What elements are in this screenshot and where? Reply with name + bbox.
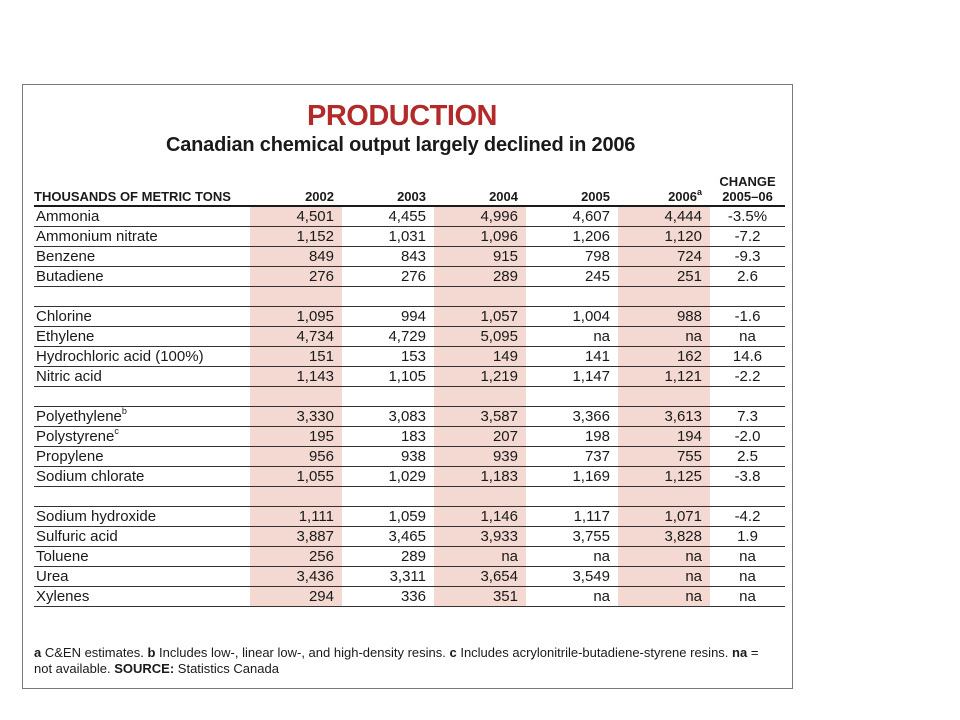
value-cell-2003: 994 (342, 307, 434, 327)
value-cell-2002: 294 (250, 587, 342, 607)
column-header-change (710, 174, 785, 206)
change-cell: -3.8 (710, 467, 785, 487)
chemical-name: Toluene (36, 548, 89, 565)
chemical-name-cell (34, 587, 250, 607)
value-cell-2003: 289 (342, 547, 434, 567)
value-cell-2004: 3,654 (434, 567, 526, 587)
chemical-name: Nitric acid (36, 368, 102, 385)
footnote-mark: b (121, 406, 127, 416)
value-cell-2005: 1,004 (526, 307, 618, 327)
value-cell-2004: 3,587 (434, 407, 526, 427)
value-cell-2005: na (526, 327, 618, 347)
value-cell-2004: 915 (434, 247, 526, 267)
spacer-cell (434, 287, 526, 307)
change-cell: na (710, 567, 785, 587)
value-cell-2003: 276 (342, 267, 434, 287)
table-row (34, 327, 785, 347)
value-cell-2002: 1,143 (250, 367, 342, 387)
chemical-name: Butadiene (36, 268, 104, 285)
spacer-cell (34, 487, 250, 507)
value-cell-2003: 843 (342, 247, 434, 267)
value-cell-2006: na (618, 547, 710, 567)
value-cell-2006: 988 (618, 307, 710, 327)
table-body (34, 206, 785, 607)
footnote-key: b (147, 645, 156, 660)
value-cell-2003: 4,455 (342, 206, 434, 227)
chemical-name: Ethylene (36, 328, 95, 345)
chemical-name: Sodium chlorate (36, 468, 145, 485)
change-cell: 7.3 (710, 407, 785, 427)
value-cell-2004: 1,146 (434, 507, 526, 527)
change-cell: -4.2 (710, 507, 785, 527)
chemical-name-cell (34, 547, 250, 567)
value-cell-2003: 938 (342, 447, 434, 467)
value-cell-2006: 251 (618, 267, 710, 287)
value-cell-2003: 4,729 (342, 327, 434, 347)
value-cell-2002: 1,055 (250, 467, 342, 487)
value-cell-2004: 207 (434, 427, 526, 447)
spacer-cell (434, 487, 526, 507)
value-cell-2004: 939 (434, 447, 526, 467)
change-cell: na (710, 327, 785, 347)
change-cell: 2.5 (710, 447, 785, 467)
value-cell-2006: na (618, 587, 710, 607)
chemical-name: Polystyrene (36, 428, 115, 445)
change-cell: -1.6 (710, 307, 785, 327)
value-cell-2005: na (526, 547, 618, 567)
value-cell-2004: 4,996 (434, 206, 526, 227)
value-cell-2005: 245 (526, 267, 618, 287)
spacer-cell (342, 487, 434, 507)
chemical-name: Hydrochloric acid (100%) (36, 348, 204, 365)
value-cell-2003: 183 (342, 427, 434, 447)
spacer-cell (250, 287, 342, 307)
value-cell-2002: 1,095 (250, 307, 342, 327)
value-cell-2003: 1,105 (342, 367, 434, 387)
table-row (34, 507, 785, 527)
spacer-cell (434, 387, 526, 407)
spacer-cell (250, 387, 342, 407)
value-cell-2005: 1,206 (526, 227, 618, 247)
spacer-cell (342, 387, 434, 407)
value-cell-2002: 3,436 (250, 567, 342, 587)
value-cell-2002: 3,887 (250, 527, 342, 547)
value-cell-2002: 276 (250, 267, 342, 287)
table-row (34, 567, 785, 587)
table-row (34, 347, 785, 367)
change-cell: -2.0 (710, 427, 785, 447)
value-cell-2005: 4,607 (526, 206, 618, 227)
chemical-name: Propylene (36, 448, 104, 465)
chemical-name-cell (34, 567, 250, 587)
spacer-cell (34, 287, 250, 307)
value-cell-2003: 1,029 (342, 467, 434, 487)
table-row (34, 247, 785, 267)
value-cell-2006: 724 (618, 247, 710, 267)
value-cell-2005: 3,366 (526, 407, 618, 427)
figure-subtitle: Canadian chemical output largely declined in 2006 (166, 134, 636, 156)
chemical-name: Ammonia (36, 208, 100, 225)
table-row (34, 367, 785, 387)
column-header-2006-footnote-mark: a (696, 186, 702, 197)
change-cell: -2.2 (710, 367, 785, 387)
value-cell-2005: 198 (526, 427, 618, 447)
chemical-name: Ammonium nitrate (36, 228, 158, 245)
footnote-text: Includes low-, linear low-, and high-density resins. (155, 645, 450, 660)
column-header-2002: 2002 (250, 174, 342, 206)
value-cell-2004: 5,095 (434, 327, 526, 347)
table-row (34, 407, 785, 427)
change-cell: 2.6 (710, 267, 785, 287)
footnote-mark: c (114, 426, 119, 436)
chemical-name: Polyethylene (36, 408, 122, 425)
change-cell: na (710, 587, 785, 607)
column-header-change-line2: 2005–06 (722, 189, 773, 204)
table-row (34, 307, 785, 327)
spacer-cell (710, 487, 785, 507)
value-cell-2006: 1,125 (618, 467, 710, 487)
spacer-cell (526, 287, 618, 307)
change-cell: -7.2 (710, 227, 785, 247)
chemical-name-cell (34, 206, 250, 227)
footnote-text: Statistics Canada (174, 661, 279, 676)
value-cell-2002: 256 (250, 547, 342, 567)
value-cell-2005: 737 (526, 447, 618, 467)
value-cell-2005: 141 (526, 347, 618, 367)
spacer-cell (618, 387, 710, 407)
footnote-key: a (34, 645, 42, 660)
chemical-name-cell (34, 527, 250, 547)
value-cell-2004: 149 (434, 347, 526, 367)
value-cell-2005: 798 (526, 247, 618, 267)
value-cell-2006: 194 (618, 427, 710, 447)
value-cell-2005: 3,755 (526, 527, 618, 547)
spacer-cell (342, 287, 434, 307)
table-row (34, 447, 785, 467)
chemical-name-cell (34, 267, 250, 287)
chemical-name-cell (34, 467, 250, 487)
change-cell: na (710, 547, 785, 567)
table-row (34, 227, 785, 247)
column-header-units: THOUSANDS OF METRIC TONS (34, 174, 250, 206)
value-cell-2006: 755 (618, 447, 710, 467)
value-cell-2004: 1,096 (434, 227, 526, 247)
chemical-name-cell (34, 247, 250, 267)
value-cell-2006: 1,071 (618, 507, 710, 527)
column-header-2006 (618, 174, 710, 206)
column-header-2003: 2003 (342, 174, 434, 206)
value-cell-2002: 4,734 (250, 327, 342, 347)
spacer-cell (250, 487, 342, 507)
value-cell-2006: 4,444 (618, 206, 710, 227)
value-cell-2002: 3,330 (250, 407, 342, 427)
spacer-cell (710, 287, 785, 307)
value-cell-2003: 3,083 (342, 407, 434, 427)
table-spacer-row (34, 287, 785, 307)
table-spacer-row (34, 487, 785, 507)
chemical-name-cell (34, 407, 250, 427)
spacer-cell (710, 387, 785, 407)
table-row (34, 267, 785, 287)
chemical-name-cell (34, 347, 250, 367)
change-cell: 1.9 (710, 527, 785, 547)
value-cell-2005: 1,169 (526, 467, 618, 487)
value-cell-2003: 1,059 (342, 507, 434, 527)
chemical-name: Chlorine (36, 308, 92, 325)
value-cell-2004: 351 (434, 587, 526, 607)
value-cell-2003: 1,031 (342, 227, 434, 247)
value-cell-2003: 3,465 (342, 527, 434, 547)
table-row (34, 427, 785, 447)
value-cell-2004: 289 (434, 267, 526, 287)
value-cell-2005: 1,147 (526, 367, 618, 387)
value-cell-2002: 1,152 (250, 227, 342, 247)
figure-title: PRODUCTION (307, 100, 497, 132)
value-cell-2006: 162 (618, 347, 710, 367)
footnote-key: SOURCE: (114, 661, 175, 676)
column-header-2004: 2004 (434, 174, 526, 206)
value-cell-2006: 1,121 (618, 367, 710, 387)
value-cell-2002: 956 (250, 447, 342, 467)
chemical-name: Benzene (36, 248, 96, 265)
change-cell: 14.6 (710, 347, 785, 367)
table-row (34, 467, 785, 487)
value-cell-2003: 153 (342, 347, 434, 367)
table-row (34, 587, 785, 607)
value-cell-2006: na (618, 327, 710, 347)
table-row (34, 547, 785, 567)
value-cell-2002: 1,111 (250, 507, 342, 527)
chemical-name-cell (34, 367, 250, 387)
spacer-cell (618, 487, 710, 507)
value-cell-2004: na (434, 547, 526, 567)
chemical-name-cell (34, 427, 250, 447)
value-cell-2003: 3,311 (342, 567, 434, 587)
footnote-key: c (449, 645, 457, 660)
value-cell-2006: 3,828 (618, 527, 710, 547)
chemical-name-cell (34, 447, 250, 467)
change-cell: -3.5% (710, 206, 785, 227)
value-cell-2005: na (526, 587, 618, 607)
footnote-key: na (732, 645, 748, 660)
chemical-name: Urea (36, 568, 69, 585)
chemical-name-cell (34, 507, 250, 527)
change-cell: -9.3 (710, 247, 785, 267)
spacer-cell (34, 387, 250, 407)
value-cell-2006: na (618, 567, 710, 587)
value-cell-2002: 195 (250, 427, 342, 447)
column-header-2006-label: 2006 (668, 189, 697, 204)
table-row (34, 206, 785, 227)
chemical-name: Sulfuric acid (36, 528, 118, 545)
footnote-text: = not available. (34, 645, 759, 676)
chemical-name-cell (34, 327, 250, 347)
production-table (34, 174, 785, 607)
value-cell-2004: 1,057 (434, 307, 526, 327)
chemical-name: Xylenes (36, 588, 90, 605)
table-spacer-row (34, 387, 785, 407)
value-cell-2004: 1,183 (434, 467, 526, 487)
value-cell-2005: 1,117 (526, 507, 618, 527)
chemical-name: Sodium hydroxide (36, 508, 157, 525)
spacer-cell (526, 487, 618, 507)
spacer-cell (526, 387, 618, 407)
value-cell-2006: 3,613 (618, 407, 710, 427)
chemical-name-cell (34, 227, 250, 247)
table-header-row (34, 174, 785, 206)
column-header-change-line1: CHANGE (719, 174, 776, 189)
value-cell-2004: 3,933 (434, 527, 526, 547)
footnote (34, 645, 774, 677)
value-cell-2004: 1,219 (434, 367, 526, 387)
value-cell-2006: 1,120 (618, 227, 710, 247)
column-header-2005: 2005 (526, 174, 618, 206)
value-cell-2003: 336 (342, 587, 434, 607)
value-cell-2005: 3,549 (526, 567, 618, 587)
spacer-cell (618, 287, 710, 307)
chemical-name-cell (34, 307, 250, 327)
table-row (34, 527, 785, 547)
footnote-text: Includes acrylonitrile-butadiene-styrene resins. (456, 645, 733, 660)
footnote-text: C&EN estimates. (41, 645, 148, 660)
value-cell-2002: 849 (250, 247, 342, 267)
value-cell-2002: 151 (250, 347, 342, 367)
value-cell-2002: 4,501 (250, 206, 342, 227)
